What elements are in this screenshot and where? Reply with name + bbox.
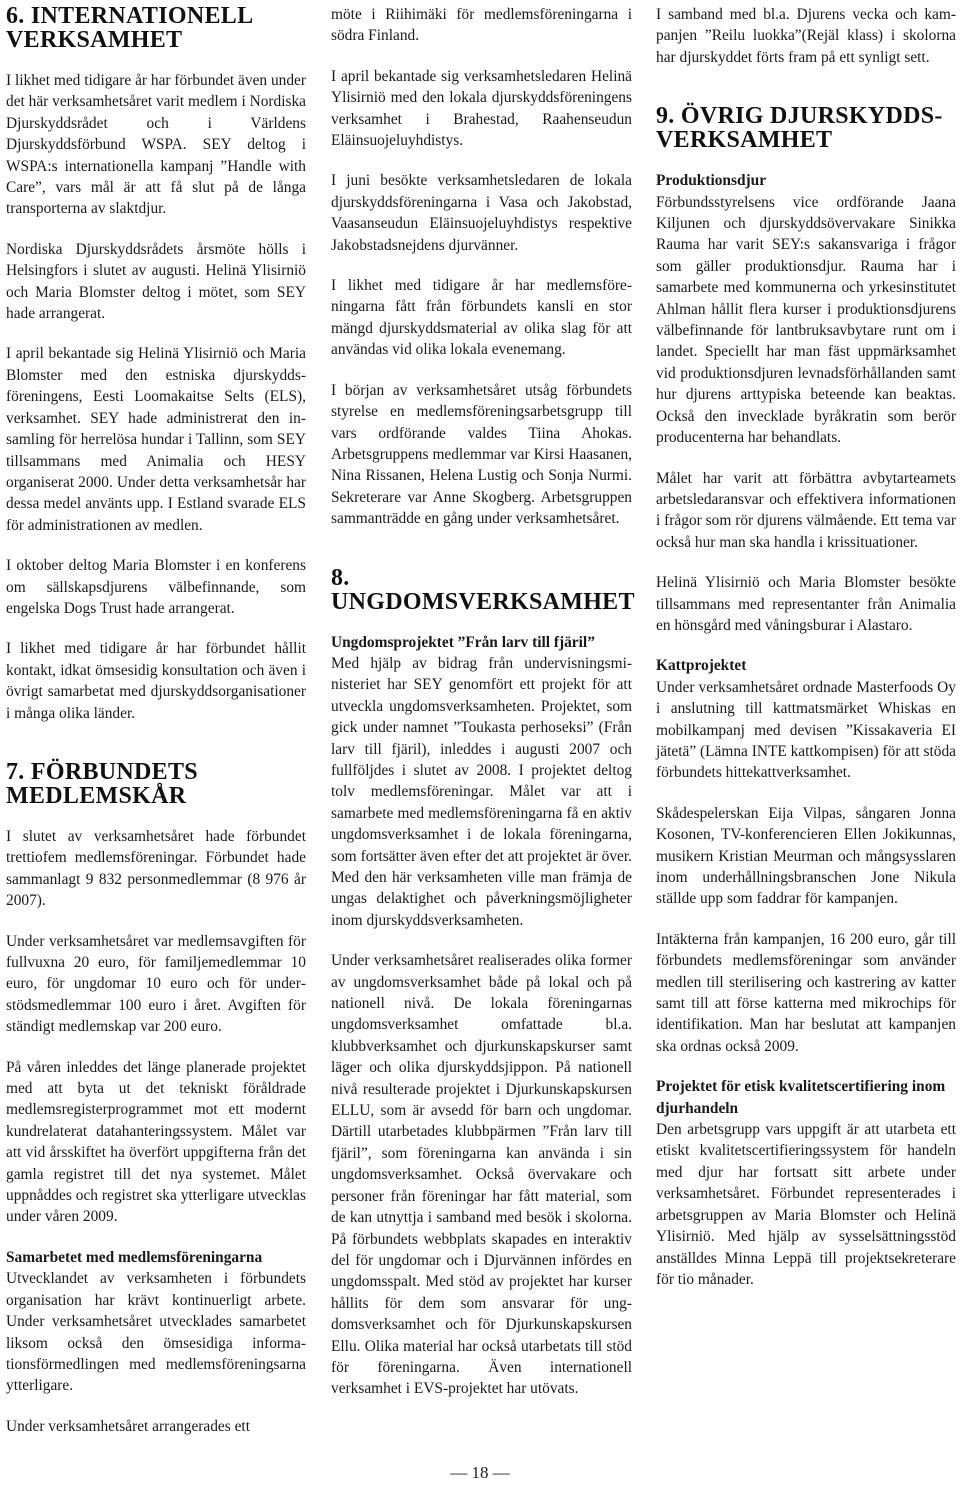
paragraph: Med hjälp av bidrag från undervisningsministeriet har SEY genomfört ett projekt för att utveckla ungdomsverksamheten. Projektet, som gick under namnet ”Toukasta perhoseksi” (Från larv till fjäril), inleddes i augusti 2007 och fullföljdes i slutet av 2008. I projektet deltog tolv medlemsföreningar. Målet var att i samarbete med medlemsföreningarna få en aktiv ungdomsverksamhet i de lokala föreningarna, som fortsätter även efter det att projektet är över. Med den här verksamheten ville man främja de ungas delaktighet och påverkningsmöjligheter inom djurskyddsverksamheten. bbox=[331, 654, 632, 929]
paragraph: I början av verksamhetsåret utsåg förbundets styrelse en medlemsföreningsarbetsgrupp till vars ordförande valdes Tiina Ahokas. Arbetsgruppens medlemmar var Kirsi Haasanen, Nina Rissanen, Helena Lustig och Sonja Nurmi. Sekreterare var Anne Skogberg. Arbetsgruppen sammanträdde en gång under verksamhetsåret. bbox=[331, 381, 632, 528]
section-heading-other: 9. ÖVRIG DJURSKYDDSVERKSAMHET bbox=[656, 103, 943, 154]
subsection-heading: Samarbetet med medlemsföreningarna bbox=[6, 1248, 263, 1266]
subsection-production-animals bbox=[656, 170, 956, 448]
paragraph: Helinä Ylisirniö och Maria Blomster besökte tillsammans med representanter från Animalia en hönsgård med våningsburar i Alastaro. bbox=[656, 574, 956, 634]
paragraph: Nordiska Djurskyddsrådets årsmöte hölls i Helsingfors i slutet av augusti. Helinä Ylisirniö och Maria Blomster deltog i mötet, som SEY hade arrangerat. bbox=[6, 240, 306, 323]
section-heading-international: 6. INTERNATIONELL VERKSAMHET bbox=[6, 3, 253, 53]
paragraph: möte i Riihimäki för medlemsföreningarna i södra Finland. bbox=[331, 6, 632, 45]
subsection-heading: Ungdomsprojektet ”Från larv till fjäril” bbox=[331, 633, 595, 651]
paragraph: I april bekantade sig verksamhetsledaren Helinä Ylisirniö med den lokala djurskyddsföreningens verksamhet i Brahestad, Raahenseudun Eläinsuojeluyhdistys. bbox=[331, 67, 632, 150]
subsection-heading: Kattprojektet bbox=[656, 657, 747, 675]
section-heading-youth: 8. UNGDOMSVERKSAMHET bbox=[331, 564, 635, 615]
paragraph: På våren inleddes det länge planerade projektet med att byta ut det tekniskt föråldrade medlemsregisterprogrammet mot ett modernt kundrelaterat datahanteringssystem. Målet var att vid årsskiftet ha överfört uppgifterna från det gamla registret till det nya systemet. Målet uppnåddes och registret ska ytterligare utvecklas under våren 2009. bbox=[6, 1058, 306, 1226]
paragraph: Intäkterna från kampanjen, 16 200 euro, går till förbundets medlemsföreningar som använder medlen till sterilisering och kastrering av katter samt till att förse katterna med mikrochips för identifikation. Man har beslutat att kampanjen ska ordnas också 2009. bbox=[656, 930, 956, 1055]
paragraph: Målet har varit att förbättra avbytarteamets arbetsledaransvar och effektivera informationen i frågor som rör djurens välmående. Ett tema var också hur man ska handla i krissituationer. bbox=[656, 469, 956, 551]
column-middle bbox=[331, 4, 635, 1419]
page-number: — 18 — bbox=[450, 1463, 510, 1482]
paragraph: I likhet med tidigare år har medlemsföreningarna fått från förbundets kansli en stor mängd djurskyddsmaterial av olika slag för att användas vid olika lokala evenemang. bbox=[331, 277, 632, 359]
subsection-heading: Projektet för etisk kvalitetscertifiering inom djurhandeln bbox=[656, 1078, 946, 1117]
paragraph: I april bekantade sig Helinä Ylisirniö och Maria Blomster med den estniska djurskyddsföreningens, Eesti Loomakaitse Selts (ELS), verksamhet. SEY hade administrerat den insamling för herrelösa hundar i Tallinn, som SEY tillsammans med Animalia och HESY organiserat 2000. Under detta verksamhetsår har dessa medel använts upp. I Estland svarade ELS för administrationen av medlen. bbox=[6, 345, 306, 534]
subsection-cat-project bbox=[656, 655, 956, 783]
subsection-member-cooperation bbox=[6, 1247, 306, 1397]
column-right bbox=[656, 4, 956, 1309]
column-left bbox=[6, 4, 306, 1456]
paragraph: I likhet med tidigare år har förbundet även under det här verksamhetsåret varit medlem i Nordiska Djurskyddsrådet och i Världens Djurskyddsförbund WSPA. SEY deltog i WSPA:s internationella kampanj ”Handle with Care”, vars mål är att få slut på de långa transporterna av slaktdjur. bbox=[6, 72, 307, 218]
paragraph: I samband med bl.a. Djurens vecka och kampanjen ”Reilu luokka”(Rejäl klass) i skolorna har djurskyddet förts fram på ett synligt sett. bbox=[656, 6, 956, 66]
paragraph: I juni besökte verksamhetsledaren de lokala djurskyddsföreningarna i Vasa och Jakobstad, Vaasanseudun Eläinsuojeluyhdistys respektive Jakobstadsnejdens djurvänner. bbox=[331, 172, 632, 254]
paragraph: Under verksamhetsåret arrangerades ett bbox=[6, 1417, 250, 1435]
paragraph: Utvecklandet av verksamheten i förbundets organisation har krävt kontinuerligt arbete. Under verksamhetsåret utvecklades samarbetet liksom också den ömsesidiga informationsförmedlingen med medlemsföreningsarna ytterligare. bbox=[6, 1270, 306, 1395]
paragraph: Under verksamhetsåret ordnade Masterfoods Oy i anslutning till kattmatsmärket Whiskas en mobilkampanj med devisen ”Kissakaveria EI jätetä” (Lämna INTE kattkompisen) för att stöda förbundets hittekattverksamhet. bbox=[656, 678, 957, 782]
paragraph: Den arbetsgrupp vars uppgift är att utarbeta ett etiskt kvalitetscertifieringssystem för handeln med djur har fortsatt sitt arbete under verksamhetsåret. Förbundet representerades i arbetsgruppen av Maria Blomster och Helinä Ylisirniö. Med hjälp av sysselsättningsstöd anställdes Minna Leppä till projektsekreterare för tio månader. bbox=[656, 1121, 956, 1288]
paragraph: I oktober deltog Maria Blomster i en konferens om sällskapsdjurens välbefinnande, som engelska Dogs Trust hade arrangerat. bbox=[6, 557, 306, 617]
subsection-ethical-certification bbox=[656, 1076, 956, 1290]
paragraph: Skådespelerskan Eija Vilpas, sångaren Jonna Kosonen, TV-konferencieren Ellen Jokikunnas, musikern Kristian Meurman och mångsysslaren inom underhållningsbranschen Jone Nikula ställde upp som faddrar för kampanjen. bbox=[656, 804, 956, 908]
paragraph: Förbundsstyrelsens vice ordförande Jaana Kiljunen och djurskyddsövervakare Sinikka Rauma har varit SEY:s sakansvariga i frågor som gäller produktionsdjur. Rauma har i samarbete med kommunerna och yrkesinstitutet Ahlman hållit flera kurser i produktionsdjurens välbefinnande för lantbruksavbytare runt om i landet. Speciellt har man fäst uppmärksamhet vid produktionsdjuren levnadsförhållanden samt hur djurens arttypiska beteende kan beaktas. Också den invecklade byråkratin som berör producenterna har behandlats. bbox=[656, 193, 956, 447]
subsection-youth-project bbox=[331, 632, 632, 932]
paragraph: I likhet med tidigare år har förbundet hållit kontakt, idkat ömsesidig konsultation och även i övrigt samarbetat med djurskyddsorganisationer i många olika länder. bbox=[6, 640, 306, 722]
paragraph: Under verksamhetsåret var medlemsavgiften för fullvuxna 20 euro, för familjemedlemmar 10 euro, för ungdomar 10 euro och för understödsmedlemmar 100 euro i året. Avgiften för ständigt medlemskap var 200 euro. bbox=[6, 932, 306, 1036]
paragraph: Under verksamhetsåret realiserades olika former av ungdomsverksamhet både på lokal och på nationell nivå. De lokala föreningarnas ungdomsverksamhet omfattade bl.a. klubbverksamhet och djurkunskapskurser samt läger och olika djurskyddsjippon. På nationell nivå resulterade projektet i Djurkunskapskursen ELLU, som är avsedd för barn och ungdomar. Därtill utarbetades klubbpärmen ”Från larv till fjäril”, som föreningarna kan använda i sin ungdomsverksamhet. Också övervakare och personer från föreningar har fått material, som de kan utnyttja i samband med besök i skolorna. På förbundets webbplats skapades en interaktiv del för ungdomar och i Djurvännen infördes en ungdomsspalt. Med stöd av projektet har kurser hållits för dem som ansvarar för ungdomsverksamhet och för Djurkunskapskursen Ellu. Olika material har också utarbetats till stöd för föreningarna. Även internationell verksamhet i EVS-projektet har utövats. bbox=[331, 952, 632, 1398]
subsection-heading: Produktionsdjur bbox=[656, 172, 767, 190]
section-heading-membership: 7. FÖRBUNDETS MEDLEMSKÅR bbox=[6, 758, 198, 809]
paragraph: I slutet av verksamhetsåret hade förbundet trettiofem medlemsföreningar. Förbundet hade sammanlagt 9 832 personmedlemmar (8 976 år 2007). bbox=[6, 827, 306, 910]
